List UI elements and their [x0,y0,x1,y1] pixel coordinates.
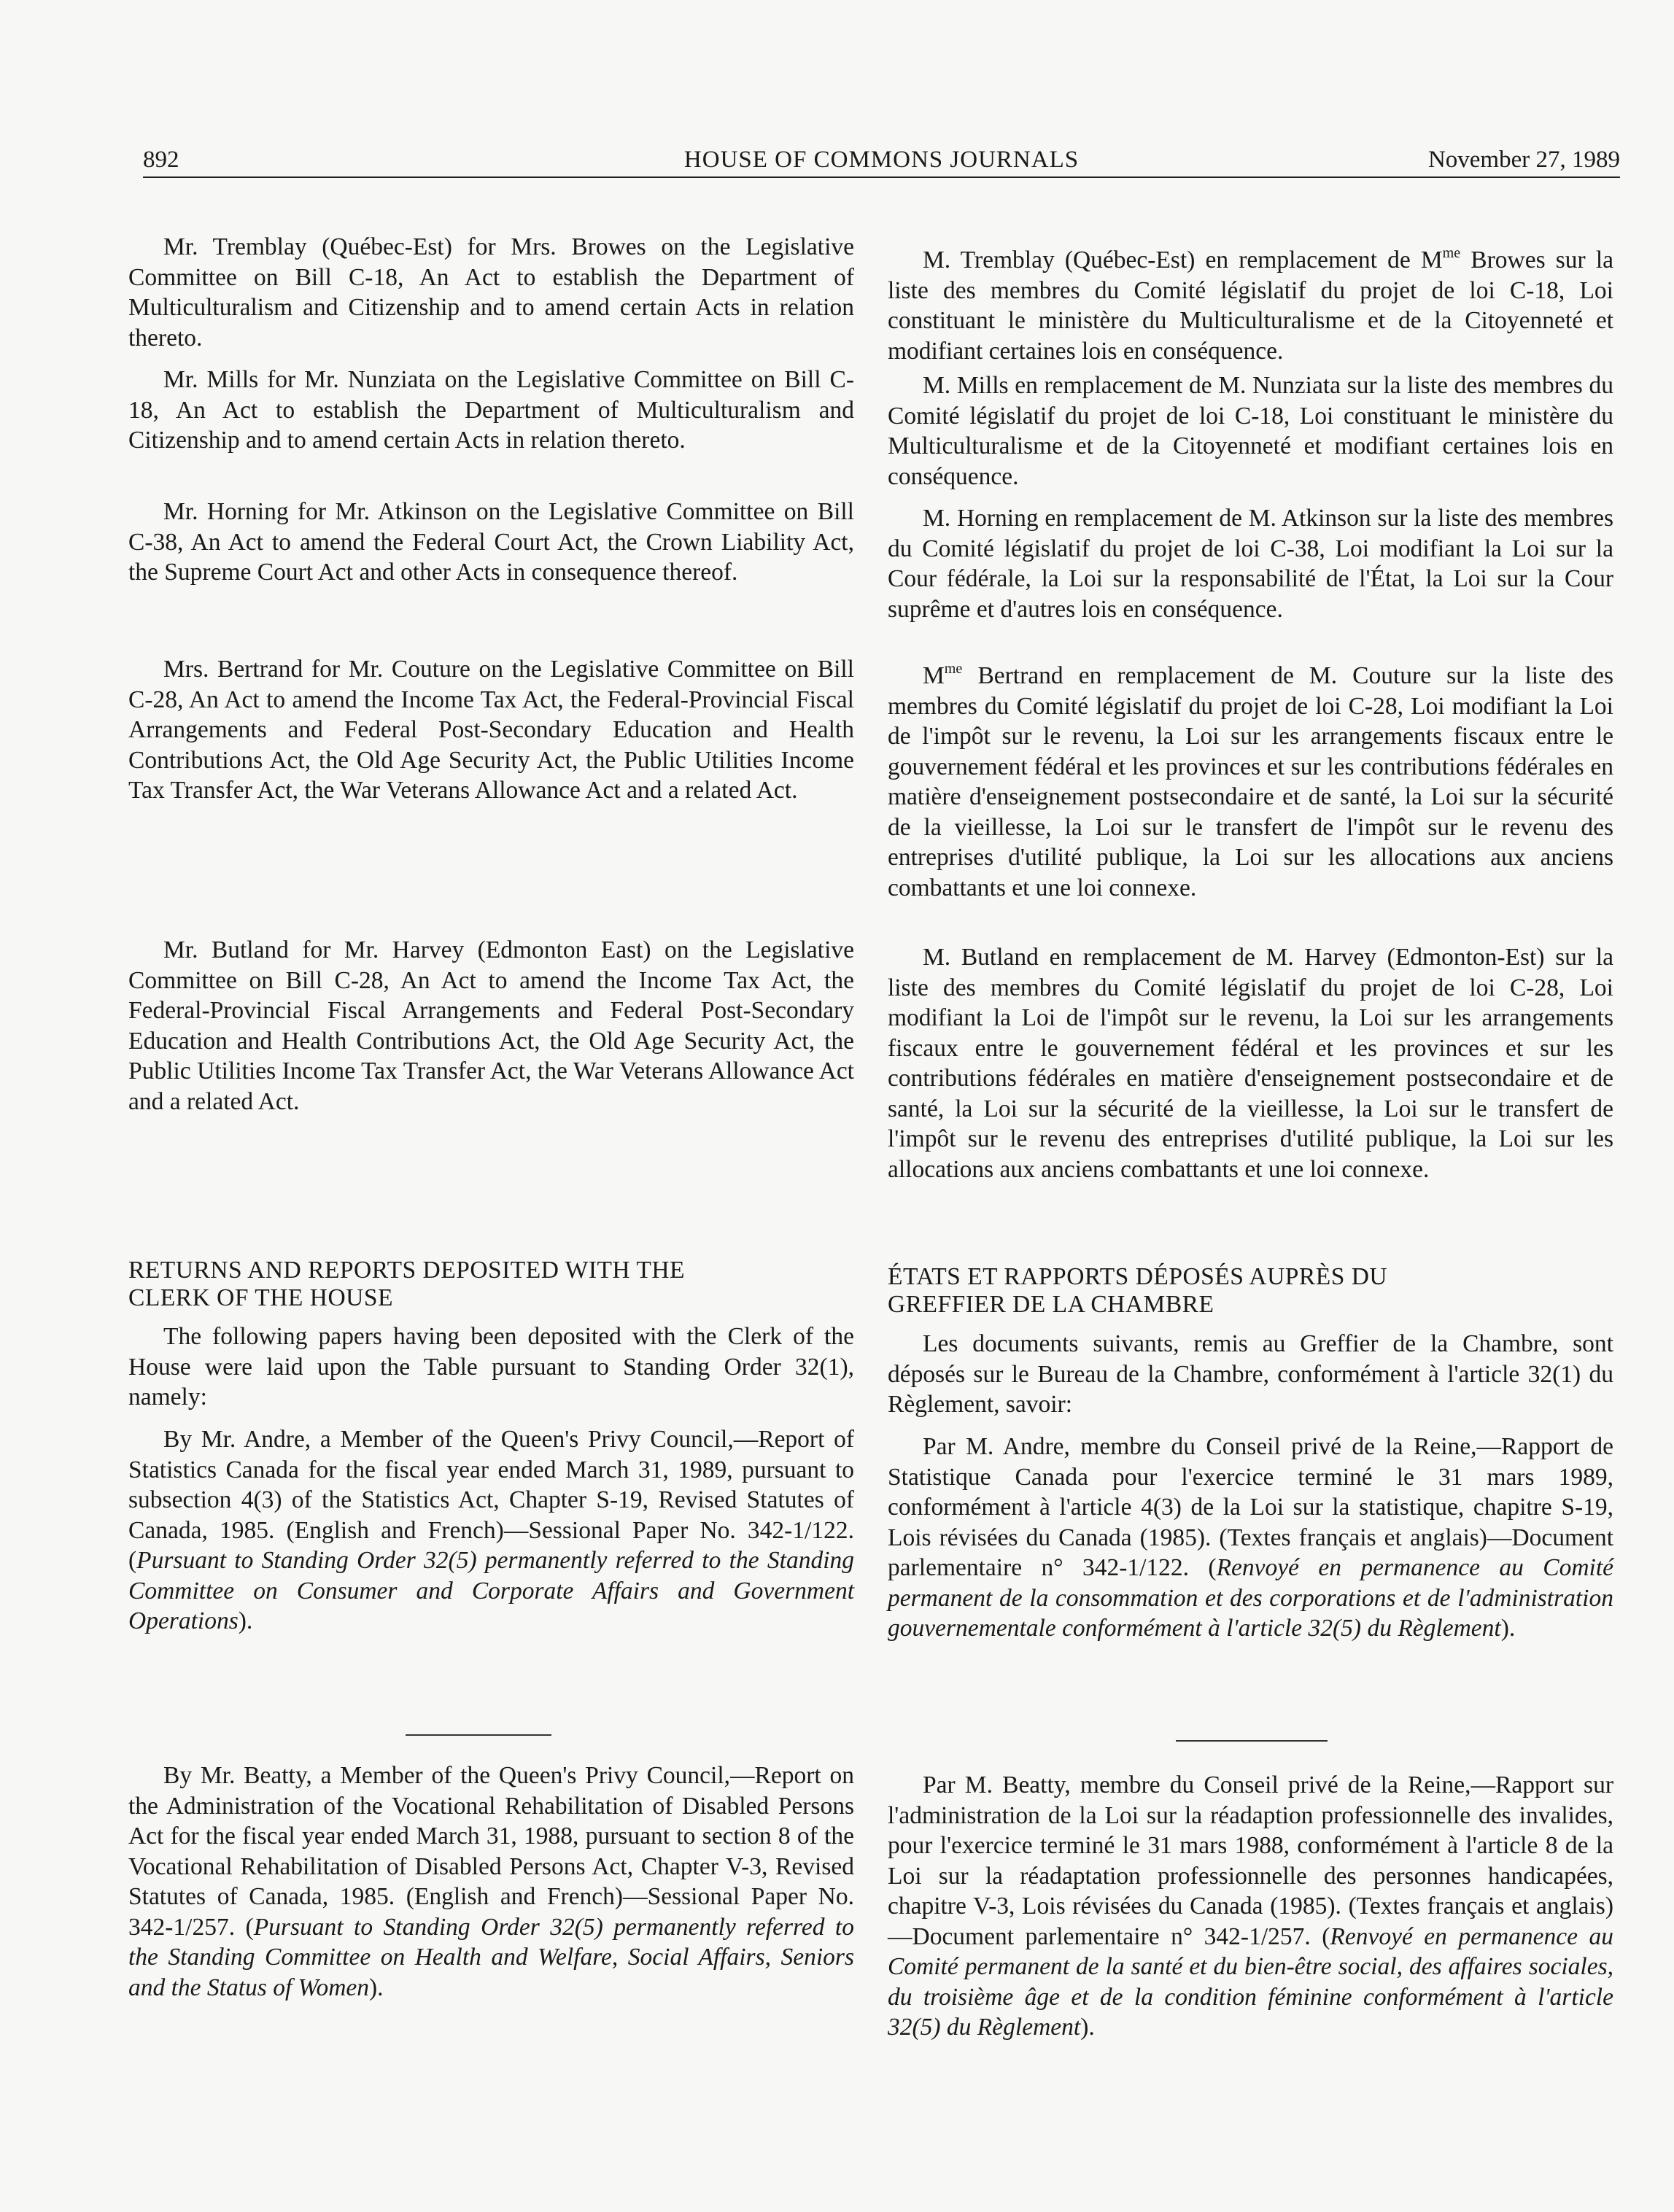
right-para-6: Les documents suivants, remis au Greffier de la Chambre, sont déposés sur le Bureau de la Chambre, conformément à l'article 32(1) du Règlement, savoir: [888,1330,1613,1418]
left-para-1: Mr. Tremblay (Québec-Est) for Mrs. Browes on the Legislative Committee on Bill C-18, An Act to establish the Department of Multiculturalism and Citizenship and to amend certain Acts in relation thereto. [128,233,854,352]
journal-date: November 27, 1989 [1427,147,1620,173]
right-para-7: Par M. Andre, membre du Conseil privé de la Reine,—Rapport de Statistique Canada pour l'exercice terminé le 31 mars 1989, conformément à l'article 4(3) de la Loi sur la statistique, chapitre S-19, Lois révisées du Canada (1985). (Textes français et anglais)—Document parlementaire n° 342-1/122. (Renvoyé en permanence au Comité permanent de la consommation et des corporations et de l'administration gouvernementale conformément à l'article 32(5) du Règlement). [888,1433,1613,1642]
left-para-8: By Mr. Beatty, a Member of the Queen's Privy Council,—Report on the Administration of the Vocational Rehabilitation of Disabled Persons Act for the fiscal year ended March 31, 1988, pursuant to section 8 of the Vocational Rehabilitation of Disabled Persons Act, Chapter V-3, Revised Statutes of Canada, 1985. (English and French)—Sessional Paper No. 342-1/257. (Pursuant to Standing Order 32(5) permanently referred to the Standing Committee on Health and Welfare, Social Affairs, Seniors and the Status of Women). [128,1762,854,2001]
right-para-4: $M^{me}$ Bertrand en remplacement de M. Couture sur la liste des membres du Comité législatif du projet de loi C-28, Loi modifiant la Loi de l'impôt sur le revenu, la Loi sur les arrangements fiscaux entre le gouvernement fédéral et les provinces et sur les contributions fédérales en matière d'enseignement postsecondaire et de santé, la Loi sur la sécurité de la vieillesse, la Loi sur le transfert de l'impôt sur le revenu des entreprises d'utilité publique, la Loi sur les allocations aux anciens combattants et une loi connexe. [888,660,1613,901]
left-para-4: Mrs. Bertrand for Mr. Couture on the Legislative Committee on Bill C-28, An Act to amend the Income Tax Act, the Federal-Provincial Fiscal Arrangements and Federal Post-Secondary Education and Health Contributions Act, the Old Age Security Act, the Public Utilities Income Tax Transfer Act, the War Veterans Allowance Act and a related Act. [128,656,854,804]
page-header [143,143,1620,178]
right-para-3: M. Horning en remplacement de M. Atkinson sur la liste des membres du Comité législatif du projet de loi C-38, Loi modifiant la Loi sur la Cour fédérale, la Loi sur la responsabilité de l'État, la Loi sur la Cour suprême et d'autres lois en conséquence. [888,505,1613,623]
left-para-6: The following papers having been deposited with the Clerk of the House were laid upon the Table pursuant to Standing Order 32(1), namely: [128,1323,854,1410]
left-separator [406,1734,551,1736]
journal-title: HOUSE OF COMMONS JOURNALS [683,147,1080,173]
right-para-1: M. Tremblay (Québec-Est) en remplacement de $M^{me}$ Browes sur la liste des membres du Comité législatif du projet de loi C-18, Loi constituant le ministère du Multiculturalisme et de la Citoyenneté et modifiant certaines lois en conséquence. [888,244,1613,365]
left-para-7: By Mr. Andre, a Member of the Queen's Privy Council,—Report of Statistics Canada for the fiscal year ended March 31, 1989, pursuant to subsection 4(3) of the Statistics Act, Chapter S-19, Revised Statutes of Canada, 1985. (English and French)—Sessional Paper No. 342-1/122. (Pursuant to Standing Order 32(5) permanently referred to the Standing Committee on Consumer and Corporate Affairs and Government Operations). [128,1426,854,1634]
right-para-2: M. Mills en remplacement de M. Nunziata sur la liste des membres du Comité législatif du projet de loi C-18, Loi constituant le ministère du Multiculturalisme et de la Citoyenneté et modifiant certaines lois en conséquence. [888,372,1613,490]
right-section-heading: ÉTATS ET RAPPORTS DÉPOSÉS AUPRÈS DU GREFFIER DE LA CHAMBRE [888,1263,1388,1318]
right-para-5: M. Butland en remplacement de M. Harvey (Edmonton-Est) sur la liste des membres du Comité législatif du projet de loi C-28, Loi modifiant la Loi de l'impôt sur le revenu, la Loi sur les arrangements fiscaux entre le gouvernement fédéral et les provinces et sur les contributions fédérales en matière d'enseignement postsecondaire et de santé, la Loi sur la sécurité de la vieillesse, la Loi sur le transfert de l'impôt sur le revenu des entreprises d'utilité publique, la Loi sur les allocations aux anciens combattants et une loi connexe. [888,944,1613,1183]
left-section-heading: RETURNS AND REPORTS DEPOSITED WITH THE CLERK OF THE HOUSE [128,1257,686,1311]
left-para-5: Mr. Butland for Mr. Harvey (Edmonton East) on the Legislative Committee on Bill C-28, An Act to amend the Income Tax Act, the Federal-Provincial Fiscal Arrangements and Federal Post-Secondary Education and Health Contributions Act, the Old Age Security Act, the Public Utilities Income Tax Transfer Act, the War Veterans Allowance Act and a related Act. [128,936,854,1115]
right-para-8: Par M. Beatty, membre du Conseil privé de la Reine,—Rapport sur l'administration de la Loi sur la réadaption professionnelle des invalides, pour l'exercice terminé le 31 mars 1988, conformément à l'article 8 de la Loi sur la réadaptation professionnelle des personnes handicapées, chapitre V-3, Lois révisées du Canada (1985). (Textes français et anglais)—Document parlementaire n° 342-1/257. (Renvoyé en permanence au Comité permanent de la santé et du bien-être social, des affaires sociales, du troisième âge et de la condition féminine conformément à l'article 32(5) du Règlement). [888,1771,1613,2041]
left-para-3: Mr. Horning for Mr. Atkinson on the Legislative Committee on Bill C-38, An Act to amend the Federal Court Act, the Crown Liability Act, the Supreme Court Act and other Acts in consequence thereof. [128,498,854,586]
right-separator [1176,1740,1328,1742]
page-number: 892 [143,147,179,173]
left-para-2: Mr. Mills for Mr. Nunziata on the Legislative Committee on Bill C-18, An Act to establish the Department of Multiculturalism and Citizenship and to amend certain Acts in relation thereto. [128,366,854,454]
